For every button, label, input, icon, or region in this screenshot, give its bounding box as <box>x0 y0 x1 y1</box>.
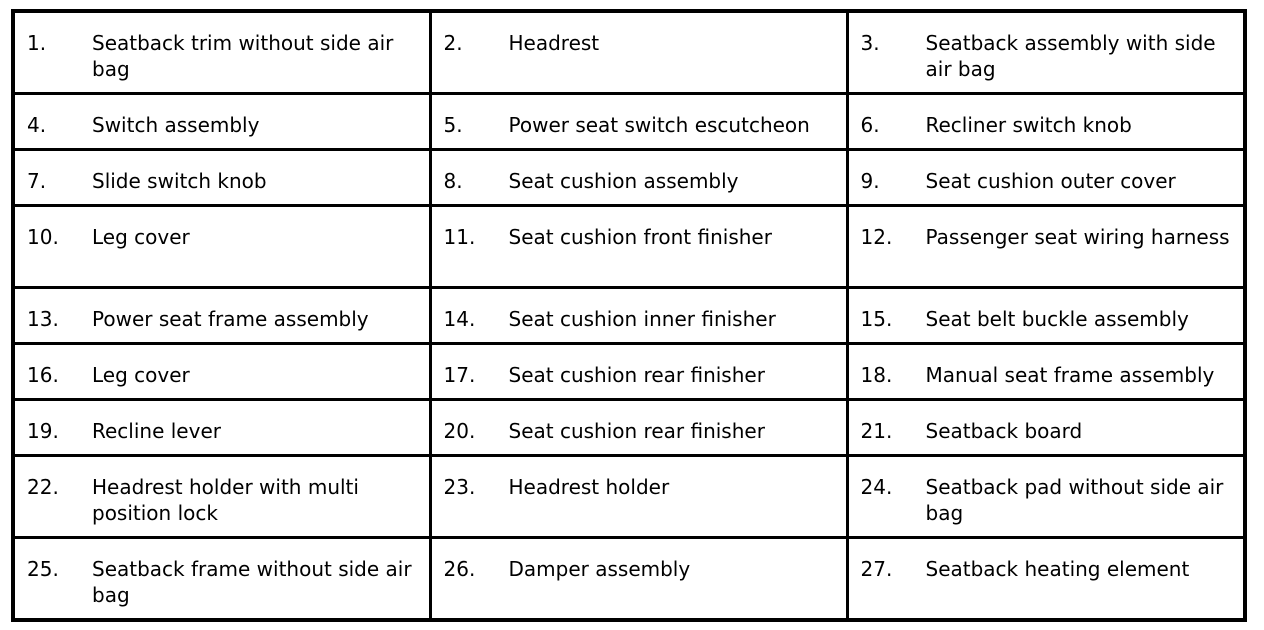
parts-legend <box>11 9 1243 622</box>
item-description: Manual seat frame assembly <box>925 362 1215 387</box>
item-description: Headrest <box>508 31 600 55</box>
legend-cell <box>13 11 430 93</box>
legend-cell <box>13 343 430 399</box>
item-number: 19. <box>27 419 59 444</box>
table-row <box>13 343 1245 399</box>
table-row <box>13 456 1245 538</box>
item-description: Leg cover <box>92 362 190 387</box>
item-description: Seatback pad without side air bag <box>925 475 1224 526</box>
parts-legend-table <box>11 9 1247 622</box>
item-description: Seat cushion rear finisher <box>508 419 765 444</box>
item-description: Headrest holder <box>508 475 670 500</box>
table-row <box>13 149 1245 205</box>
item-description: Recline lever <box>92 419 221 444</box>
legend-cell <box>430 538 847 620</box>
legend-cell <box>847 93 1245 149</box>
item-number: 27. <box>860 557 893 582</box>
item-number: 3. <box>860 31 880 55</box>
legend-cell <box>430 343 847 399</box>
legend-cell <box>430 205 847 287</box>
item-number: 2. <box>443 31 463 55</box>
legend-cell <box>430 11 847 93</box>
item-number: 9. <box>860 168 880 193</box>
legend-cell <box>13 287 430 343</box>
item-number: 25. <box>27 557 59 582</box>
legend-cell <box>430 93 847 149</box>
item-number: 16. <box>27 362 59 387</box>
table-row <box>13 11 1245 93</box>
item-description: Power seat switch escutcheon <box>508 112 810 137</box>
item-description: Leg cover <box>92 224 190 249</box>
item-number: 26. <box>443 557 476 582</box>
table-row <box>13 93 1245 149</box>
item-number: 20. <box>443 419 476 444</box>
item-description: Passenger seat wiring harness <box>925 224 1230 249</box>
item-description: Seatback heating element <box>925 557 1190 582</box>
legend-cell <box>847 400 1245 456</box>
legend-cell <box>430 400 847 456</box>
table-row <box>13 287 1245 343</box>
legend-cell <box>13 149 430 205</box>
table-row <box>13 538 1245 620</box>
item-number: 5. <box>443 112 463 137</box>
table-row <box>13 205 1245 287</box>
item-number: 6. <box>860 112 880 137</box>
item-description: Seat cushion front finisher <box>508 224 772 249</box>
item-description: Seat cushion outer cover <box>925 168 1176 193</box>
legend-cell <box>847 287 1245 343</box>
item-number: 15. <box>860 306 893 331</box>
item-description: Headrest holder with multi position lock <box>92 475 359 526</box>
legend-cell <box>430 456 847 538</box>
item-number: 18. <box>860 362 893 387</box>
legend-cell <box>13 538 430 620</box>
legend-cell <box>430 149 847 205</box>
item-description: Seatback frame without side air bag <box>92 557 412 608</box>
item-description: Seat cushion inner finisher <box>508 306 776 331</box>
item-number: 17. <box>443 362 476 387</box>
item-number: 7. <box>27 168 47 193</box>
item-number: 12. <box>860 224 893 249</box>
legend-cell <box>847 11 1245 93</box>
item-number: 4. <box>27 112 47 137</box>
legend-cell <box>13 456 430 538</box>
item-number: 1. <box>27 31 47 55</box>
legend-cell <box>430 287 847 343</box>
item-number: 13. <box>27 306 59 331</box>
item-description: Damper assembly <box>508 557 691 582</box>
item-description: Seatback board <box>925 419 1083 444</box>
item-number: 23. <box>443 475 476 500</box>
item-description: Seatback trim without side air bag <box>92 31 394 81</box>
legend-cell <box>13 93 430 149</box>
legend-cell <box>847 149 1245 205</box>
legend-cell <box>847 343 1245 399</box>
legend-cell <box>13 205 430 287</box>
item-number: 14. <box>443 306 476 331</box>
item-number: 24. <box>860 475 893 500</box>
legend-cell <box>13 400 430 456</box>
item-description: Seat cushion assembly <box>508 168 739 193</box>
item-description: Seat belt buckle assembly <box>925 306 1189 331</box>
item-number: 11. <box>443 224 476 249</box>
item-number: 10. <box>27 224 59 249</box>
item-description: Seatback assembly with side air bag <box>925 31 1216 81</box>
item-number: 22. <box>27 475 59 500</box>
item-description: Recliner switch knob <box>925 112 1132 137</box>
table-row <box>13 400 1245 456</box>
legend-cell <box>847 456 1245 538</box>
item-description: Slide switch knob <box>92 168 267 193</box>
legend-cell <box>847 205 1245 287</box>
item-number: 21. <box>860 419 893 444</box>
item-number: 8. <box>443 168 463 193</box>
item-description: Switch assembly <box>92 112 260 137</box>
legend-cell <box>847 538 1245 620</box>
item-description: Power seat frame assembly <box>92 306 369 331</box>
item-description: Seat cushion rear finisher <box>508 362 765 387</box>
